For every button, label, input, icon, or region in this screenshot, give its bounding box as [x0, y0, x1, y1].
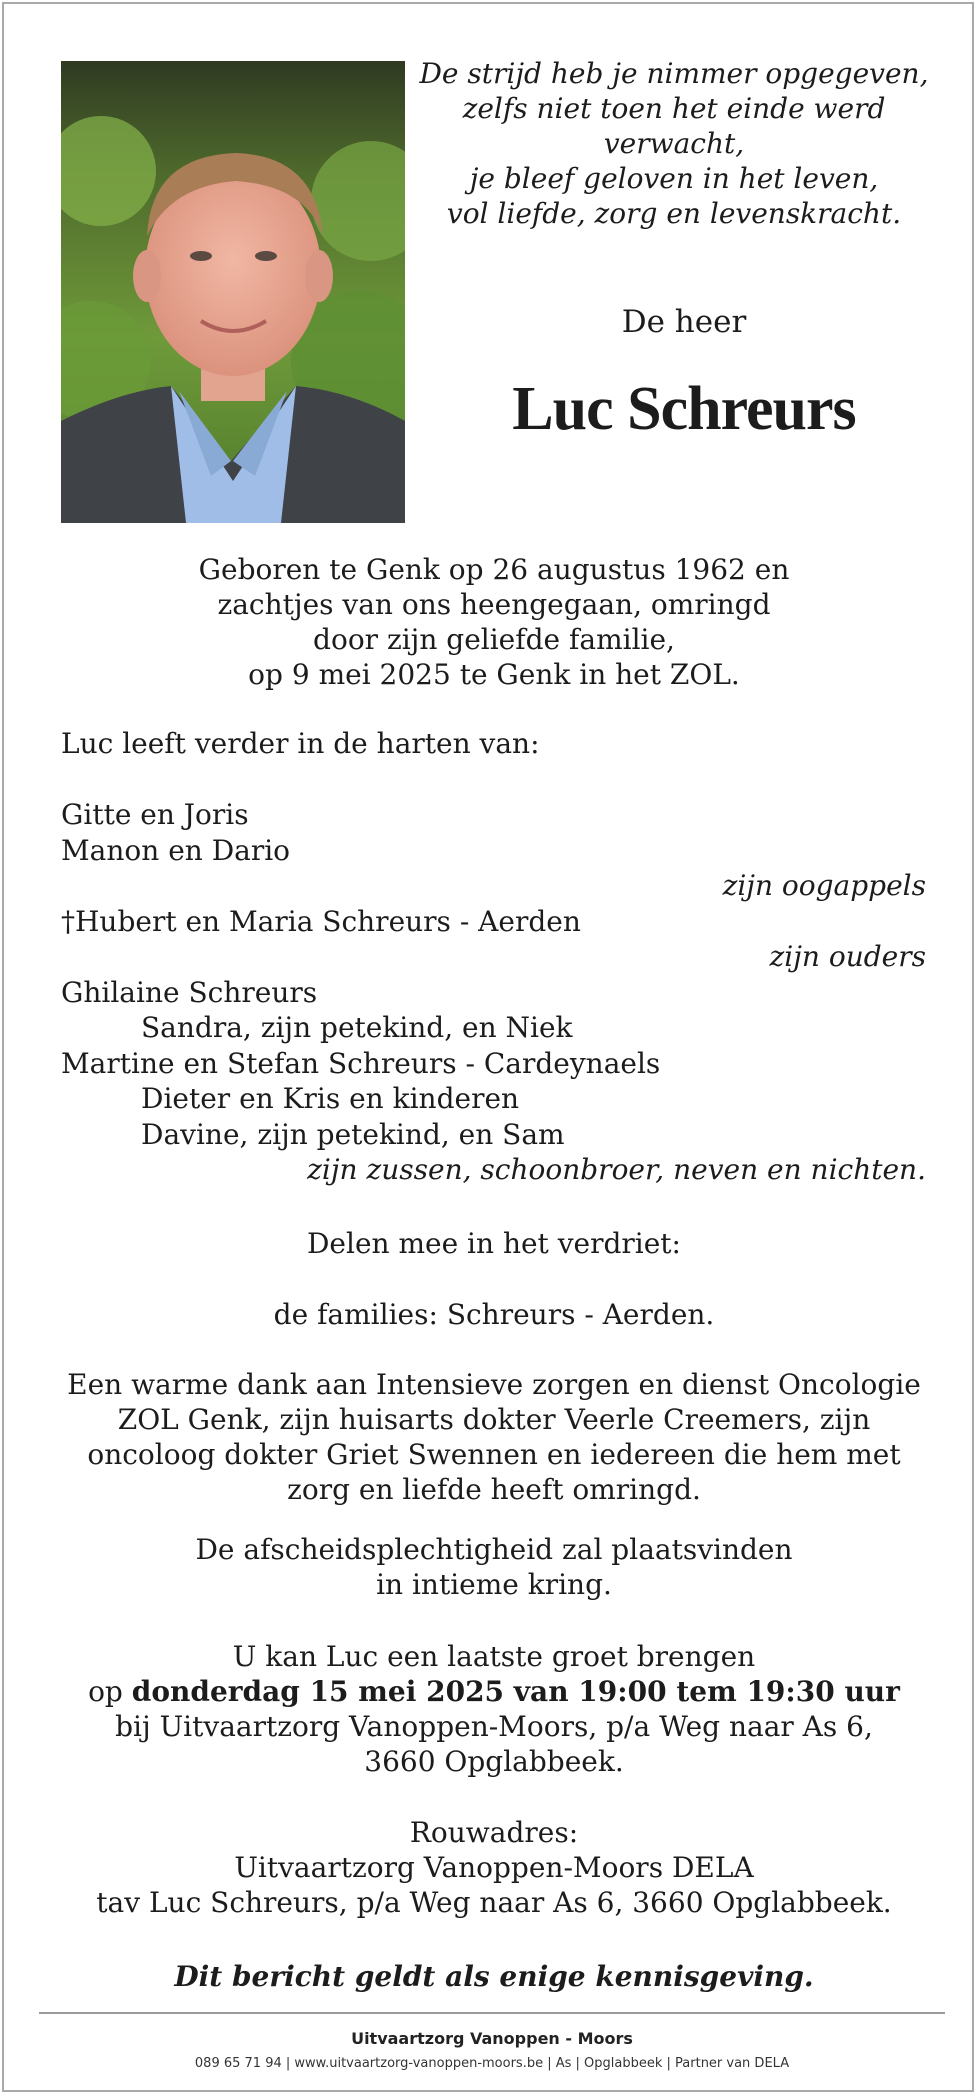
mourning-line: Uitvaartzorg Vanoppen-Moors DELA: [234, 1851, 754, 1884]
poem-line: De strijd heb je nimmer opgegeven,: [419, 57, 929, 90]
portrait-photo: [61, 61, 405, 523]
poem-line: zelfs niet toen het einde werd: [462, 92, 886, 125]
salutation: De heer: [621, 304, 747, 340]
thanks-line: oncoloog dokter Griet Swennen en iedereen die hem met: [87, 1438, 901, 1471]
family-member: Dieter en Kris en kinderen: [141, 1082, 520, 1115]
thanks-line: Een warme dank aan Intensieve zorgen en dienst Oncologie: [67, 1368, 921, 1401]
deceased-name: Luc Schreurs: [512, 375, 856, 443]
relation-label: zijn oogappels: [722, 869, 926, 902]
sharing-title: Delen mee in het verdriet:: [306, 1227, 681, 1260]
relation-label: zijn zussen, schoonbroer, neven en nichten.: [307, 1153, 926, 1186]
family-member: Luc leeft verder in de harten van:: [61, 727, 540, 760]
family-list: [61, 726, 926, 1188]
greeting-line: 3660 Opglabbeek.: [364, 1745, 624, 1778]
birth-line: door zijn geliefde familie,: [313, 623, 675, 656]
funeral-home-name: Uitvaartzorg Vanoppen - Moors: [351, 2029, 633, 2048]
family-member: Gitte en Joris: [61, 798, 249, 831]
notice-text: Dit bericht geldt als enige kennisgeving.: [174, 1960, 814, 1993]
sharing-families: de families: Schreurs - Aerden.: [273, 1298, 715, 1331]
greeting-line: U kan Luc een laatste groet brengen: [232, 1640, 756, 1673]
family-member: Manon en Dario: [61, 833, 291, 867]
mourning-title: Rouwadres:: [409, 1816, 579, 1849]
funeral-home-contact: 089 65 71 94 | www.uitvaartzorg-vanoppen-moors.be | As | Opglabbeek | Partner van DELA: [194, 2056, 790, 2071]
birth-line: Geboren te Genk op 26 augustus 1962 en: [198, 553, 790, 586]
family-member: Davine, zijn petekind, en Sam: [141, 1117, 565, 1151]
mourning-line: tav Luc Schreurs, p/a Weg naar As 6, 3660 Opglabbeek.: [96, 1886, 892, 1919]
greeting-prefix: op: [88, 1675, 132, 1708]
family-member: Martine en Stefan Schreurs - Cardeynaels: [61, 1046, 661, 1080]
poem-line: verwacht,: [603, 127, 745, 160]
family-member: †Hubert en Maria Schreurs - Aerden: [61, 904, 581, 938]
ceremony-line: De afscheidsplechtigheid zal plaatsvinden: [195, 1533, 793, 1566]
thanks-line: ZOL Genk, zijn huisarts dokter Veerle Creemers, zijn: [117, 1403, 871, 1436]
relation-label: zijn ouders: [769, 940, 926, 973]
poem: [404, 56, 944, 231]
greeting-line: bij Uitvaartzorg Vanoppen-Moors, p/a Weg naar As 6,: [115, 1710, 873, 1743]
family-member: Ghilaine Schreurs: [61, 975, 318, 1009]
birth-line: op 9 mei 2025 te Genk in het ZOL.: [248, 658, 740, 691]
birth-line: zachtjes van ons heengegaan, omringd: [217, 588, 771, 621]
birth-death-info: [99, 552, 889, 692]
greeting-text: [44, 1639, 944, 1779]
family-member: Sandra, zijn petekind, en Niek: [141, 1011, 573, 1044]
poem-line: vol liefde, zorg en levenskracht.: [446, 197, 902, 230]
thanks-text: [44, 1367, 944, 1507]
family-member: [61, 762, 926, 798]
ceremony-text: [99, 1532, 889, 1602]
greeting-date: donderdag 15 mei 2025 van 19:00 tem 19:30 uur: [131, 1675, 900, 1708]
ceremony-line: in intieme kring.: [376, 1568, 612, 1601]
mourning-address: [44, 1815, 944, 1920]
greeting-datetime: [44, 1674, 944, 1709]
thanks-line: zorg en liefde heeft omringd.: [287, 1473, 701, 1506]
poem-line: je bleef geloven in het leven,: [469, 162, 879, 195]
obituary-card: [2, 2, 974, 2092]
footer-divider: [39, 2012, 945, 2014]
